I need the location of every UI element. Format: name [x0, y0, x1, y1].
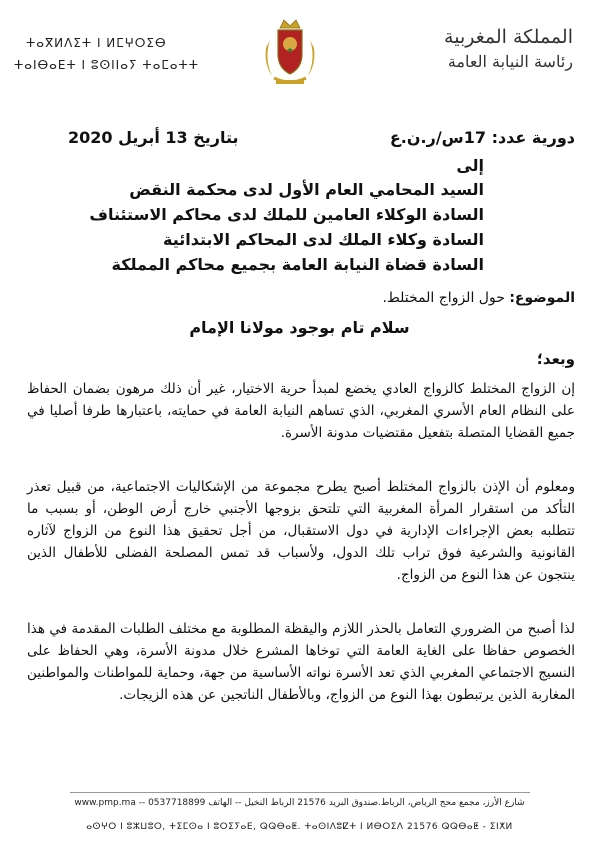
salutation: سلام تام بوجود مولانا الإمام: [189, 318, 410, 337]
body-paragraph: إن الزواج المختلط كالزواج العادي يخضع لمبدأ حرية الاختيار، غير أن ذلك مرهون بضمان الحفاظ على النظام العام الأسري المغربي، الذي تساهم النيابة العامة في حمايته، باعتبارها طرفا أصليا في جميع القضايا المتصلة بتفعيل مقتضيات مدونة الأسرة.: [27, 381, 575, 441]
subject-label: الموضوع:: [509, 290, 575, 306]
addressee-line: السادة وكلاء الملك لدى المحاكم الابتدائية: [163, 230, 484, 249]
arabic-kingdom-line: المملكة المغربية: [444, 26, 573, 48]
circular-date: بتاريخ 13 أبريل 2020: [68, 128, 239, 147]
footer-arabic-address: شارع الأرز، مجمع محج الرياض، الرباط.صندوق البريد 21576 الرباط النخيل -- الهاتف 0537718899: [148, 798, 525, 808]
circular-reference: دورية عدد: 17س/ر.ن.ع: [389, 128, 575, 147]
body-paragraph: ومعلوم أن الإذن بالزواج المختلط أصبح يطرح مجموعة من الإشكاليات الاجتماعية، من قبيل تعذر التأكد من استقرار المرأة المغربية التي تلتحق بزوجها الأجنبي خارج أرض الوطن، أو بسبب ما تتطلبه بعض الإجراءات الإدارية في دول الاستقبال، من أجل تحقيق هذا النوع من الزواج لآثاره القانونية والشرعية فوق تراب تلك الدول، ولأسباب قد تمس المصلحة الفضلى للأطفال الذين ينتجون عن هذا النوع من الزواج.: [27, 479, 575, 583]
tifinagh-presidency-line: ⵜⴰⵏⴱⴰⴹⵜ ⵏ ⵓⵙⵏⵏⴰⵢ ⵜⴰⵎⴰⵜⵜ: [14, 58, 199, 72]
subject-line: [382, 290, 575, 306]
addressee-line: السادة قضاة النيابة العامة بجميع محاكم المملكة: [111, 255, 484, 274]
arabic-presidency-line: رئاسة النيابة العامة: [447, 52, 573, 71]
subject-text: حول الزواج المختلط.: [382, 290, 505, 306]
addressee-line: السادة الوكلاء العامين للملك لدى محاكم الاستئناف: [89, 205, 484, 224]
royal-emblem-icon: [258, 18, 322, 88]
body-paragraph: لذا أصبح من الضروري التعامل بالحذر اللازم واليقظة المطلوبة مع مختلف الطلبات المقدمة في هذا الخصوص حفاظا على الغاية العامة التي توخاها المشرع خلال مدونة الأسرة، وهي الحفاظ على النسيج الاجتماعي المغربي الذي تعد الأسرة نواته الأساسية من جهة، وحماية للمواطنات والمواطنين المغاربة الذين يرتبطون بهذا النوع من الزواج، وبالأطفال الناتجين عن هذه الزيجات.: [27, 621, 575, 703]
addressee-line: السيد المحامي العام الأول لدى محكمة النقض: [129, 180, 484, 199]
footer-address-arabic: [0, 798, 599, 808]
tifinagh-kingdom-line: ⵜⴰⴳⵍⴷⵉⵜ ⵏ ⵍⵎⵖⵔⵉⴱ: [26, 36, 167, 50]
footer-website: www.pmp.ma --: [74, 798, 146, 808]
opening-phrase: وبعد؛: [536, 350, 575, 368]
footer-address-tifinagh: ⴰⵙⵖⵔ ⵏ ⵓⵣⵡⵓⵔ, ⵜⵉⵎⵙⴰ ⵏ ⵓⵔⵉⵢⴰⴹ, ⵕⵕⴱⴰⵟ. ⵜⴰⵙⵏⴷⵓⵇⵜ ⵏ ⵍⴱⵔⵉⴷ 21576 ⵕⵕⴱⴰⵟ - ⵉⵏⵅⵍ: [86, 822, 513, 832]
addressees-intro: إلى: [456, 156, 484, 175]
footer-divider: [70, 792, 530, 793]
